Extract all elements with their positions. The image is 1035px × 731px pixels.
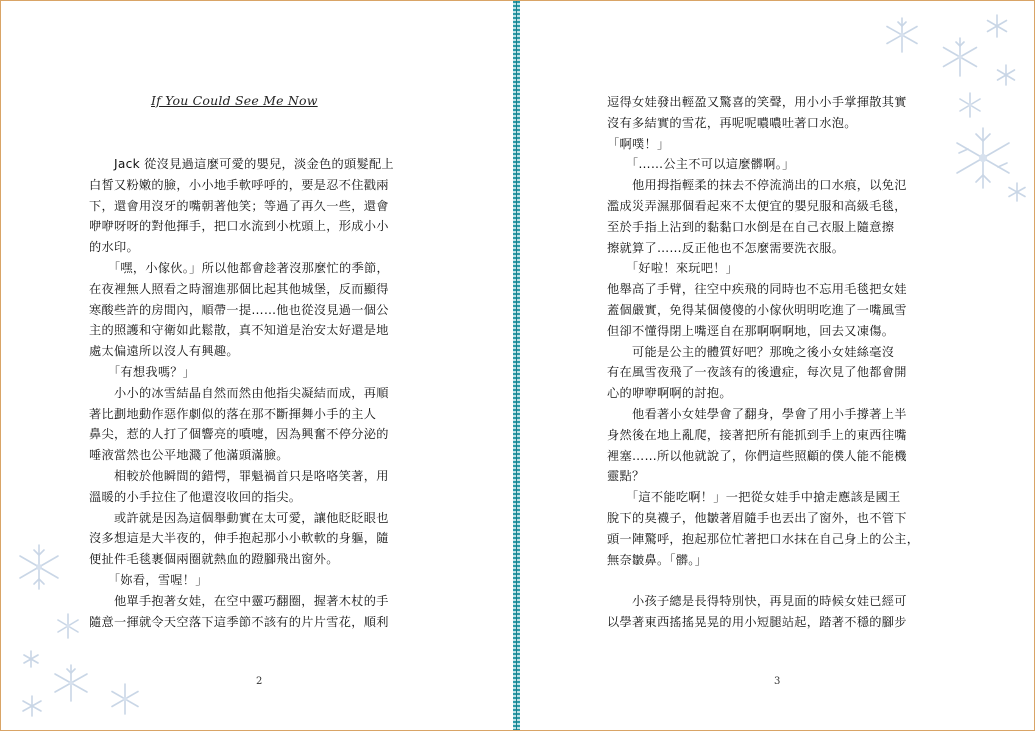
text-line: 他舉高了手臂，往空中疾飛的同時也不忘用毛毯把女娃 (607, 282, 907, 297)
text-line: 但卻不懂得閉上嘴逕自在那啊啊啊地，回去又凍傷。 (607, 323, 895, 338)
text-line: 便扯件毛毯裹個兩圈就熱血的蹬腳飛出窗外。 (89, 552, 339, 567)
left-page (1, 1, 513, 730)
text-line: 可能是公主的體質好吧？那晚之後小女娃絲毫沒 (607, 344, 895, 359)
page-number-left: 2 (256, 676, 263, 687)
text-line: Jack 從沒見過這麼可愛的嬰兒，淡金色的頭髮配上 (89, 157, 394, 171)
text-line: 沒有多結實的雪花，再呢呢噥噥吐著口水泡。 (607, 115, 857, 130)
text-line: 他看著小女娃學會了翻身，學會了用小手撐著上半 (607, 406, 907, 421)
text-line: 無奈皺鼻。「髒。」 (607, 552, 708, 567)
snowflake-icon (49, 661, 93, 705)
book-spine (513, 1, 520, 730)
text-line: 「有想我嗎？」 (89, 364, 196, 379)
text-line (607, 570, 919, 591)
text-line: 沒多想這是大半夜的，伸手抱起那小小軟軟的身軀，隨 (89, 531, 389, 546)
text-line: 白皙又粉嫩的臉，小小地手軟呼呼的，要是忍不住戳兩 (89, 177, 389, 192)
text-line: 頭一陣驚呼，抱起那位忙著把口水抹在自己身上的公主， (607, 531, 920, 546)
text-line: 「妳看，雪喔！」 (89, 572, 208, 587)
text-line: 有在風雪夜飛了一夜該有的後遺症，每次見了他都會開 (607, 365, 907, 380)
text-line: 以學著東西搖搖晃晃的用小短腿站起，踏著不穩的腳步 (607, 614, 907, 629)
text-line: 靈點？ (607, 469, 645, 484)
snowflake-icon (19, 693, 45, 719)
text-line: 逗得女娃發出輕盈又驚喜的笑聲，用小小手掌揮散其實 (607, 95, 907, 109)
text-line: 心的咿咿啊啊的討抱。 (607, 386, 732, 401)
right-page (520, 1, 1034, 730)
text-line: 至於手指上沾到的黏黏口水倒是在自己衣服上隨意擦 (607, 219, 895, 234)
text-line: 身然後在地上亂爬，接著把所有能抓到手上的東西往嘴 (607, 427, 907, 442)
text-line: 小孩子總是長得特別快，再見面的時候女娃已經可 (607, 594, 907, 609)
text-line: 下，還會用沒牙的嘴朝著他笑；等過了再久一些，還會 (89, 198, 389, 213)
text-line: 裡塞……所以他就說了，你們這些照顧的僕人能不能機 (607, 448, 907, 463)
text-line: 「好啦！來玩吧！」 (607, 261, 739, 276)
text-line: 蓋個嚴實，免得某個傻傻的小傢伙明明吃進了一嘴風雪 (607, 302, 907, 317)
text-line: 在夜裡無人照看之時溜進那個比起其他城堡，反而顯得 (89, 281, 389, 296)
text-line: 鼻尖，惹的人打了個響亮的噴嚏，因為興奮不停分泌的 (89, 427, 389, 442)
text-line: 濫成災弄濕那個看起來不太便宜的嬰兒服和高級毛毯， (607, 198, 907, 213)
text-line: 小小的冰雪結晶自然而然由他指尖凝結而成，再順 (89, 385, 389, 400)
snowflake-icon (107, 681, 143, 717)
text-line: 「……公主不可以這麼髒啊。」 (607, 157, 795, 172)
text-line: 著比劃地動作惡作劇似的落在那不斷揮舞小手的主人 (89, 406, 377, 421)
right-page-body (607, 92, 919, 633)
text-line: 他單手抱著女娃，在空中靈巧翻圈，握著木杖的手 (89, 593, 389, 608)
left-page-body (89, 154, 394, 632)
text-line: 寒酸些許的房間內，順帶一提……他也從沒見過一個公 (89, 302, 389, 317)
text-line: 「嘿，小傢伙。」所以他都會趁著沒那麼忙的季節， (89, 260, 389, 275)
snowflake-icon (956, 91, 984, 119)
text-line: 唾液當然也公平地濺了他滿頭滿臉。 (89, 448, 289, 463)
text-line: 主的照護和守衛如此鬆散，真不知道是治安太好還是地 (89, 323, 389, 338)
snowflake-icon (938, 35, 982, 79)
snowflake-icon (984, 13, 1010, 39)
text-line: 相較於他瞬間的錯愕，罪魁禍首只是咯咯笑著，用 (89, 468, 389, 483)
snowflake-icon (994, 63, 1018, 87)
text-line: 溫暖的小手拉住了他還沒收回的指尖。 (89, 489, 302, 504)
snowflake-icon (21, 649, 41, 669)
text-line: 咿咿呀呀的對他揮手，把口水流到小枕頭上，形成小小 (89, 219, 389, 234)
snowflake-icon (53, 611, 83, 641)
text-line: 「這不能吃啊！」一把從女娃手中搶走應該是國王 (607, 490, 901, 505)
page-number-right: 3 (774, 676, 781, 687)
text-line: 處太偏遠所以沒人有興趣。 (89, 344, 239, 359)
text-line: 他用拇指輕柔的抹去不停流淌出的口水痕，以免氾 (607, 178, 907, 193)
text-line: 「啊噗！」 (607, 136, 670, 151)
text-line: 隨意一揮就令天空落下這季節不該有的片片雪花，順利 (89, 614, 389, 629)
book-title: If You Could See Me Now (151, 93, 318, 108)
snowflake-icon (882, 15, 922, 55)
text-line: 或許就是因為這個舉動實在太可愛，讓他眨眨眼也 (89, 510, 389, 525)
text-line: 脫下的臭襪子，他皺著眉隨手也丟出了窗外，也不管下 (607, 510, 907, 525)
snowflake-icon (13, 541, 65, 593)
text-line: 擦就算了……反正他也不怎麼需要洗衣服。 (607, 240, 845, 255)
text-line: 的水印。 (89, 240, 139, 255)
snowflake-icon (1006, 181, 1028, 203)
